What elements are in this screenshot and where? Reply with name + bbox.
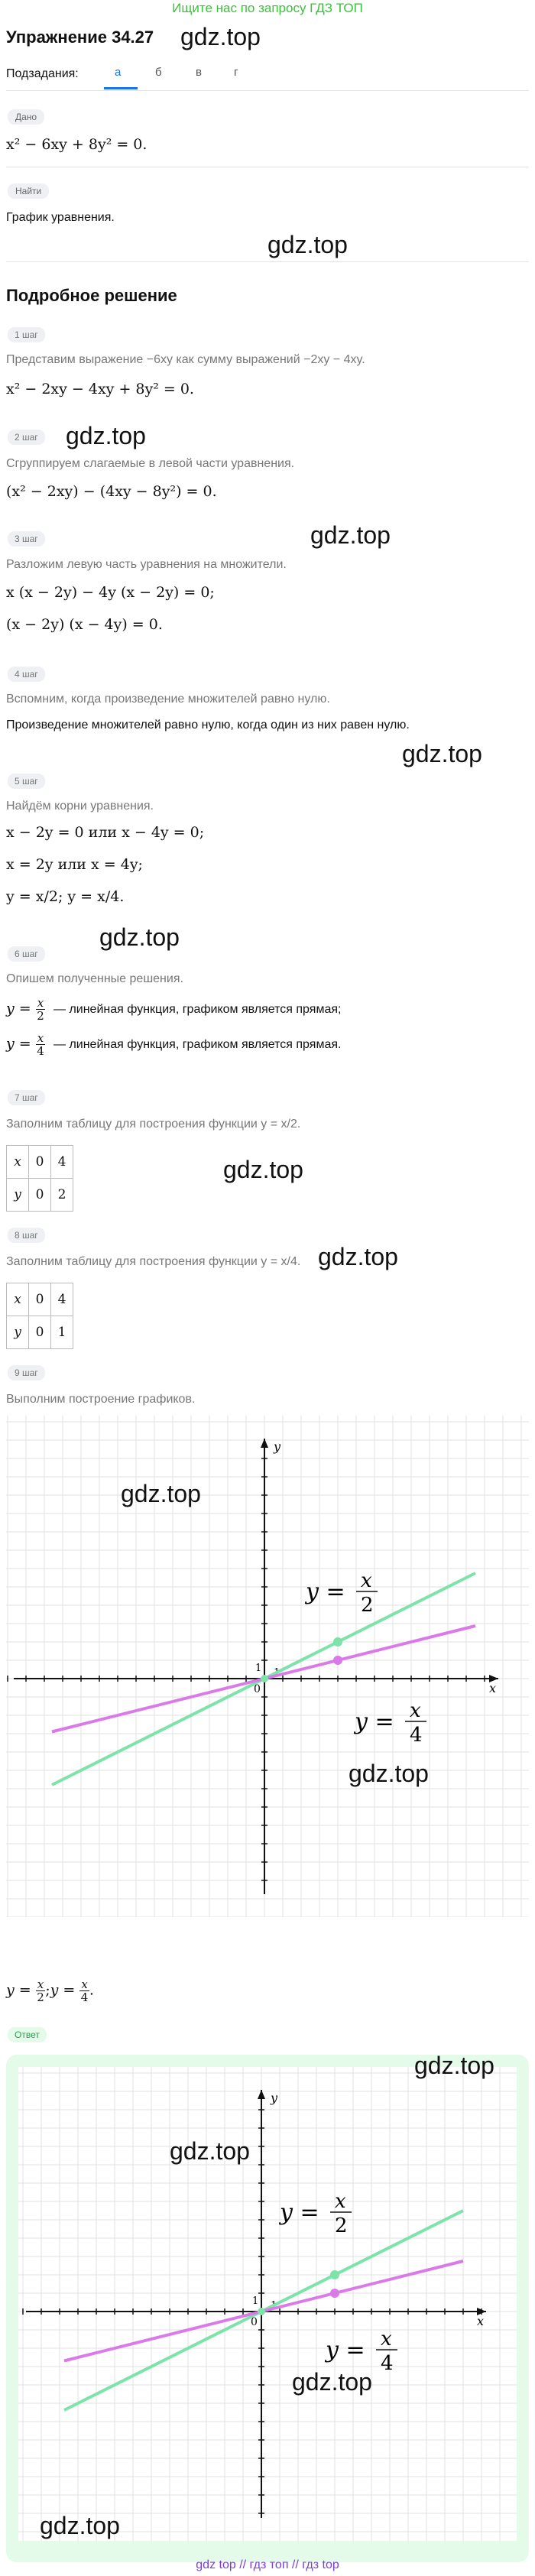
answer-box bbox=[6, 2052, 529, 2562]
step-5-equation-2: x = 2y или x = 4y; bbox=[6, 856, 143, 873]
watermark: gdz.top bbox=[99, 923, 180, 951]
svg-text:4: 4 bbox=[410, 1724, 423, 1747]
tab-b[interactable]: б bbox=[155, 66, 162, 79]
subtasks-label: Подзадания: bbox=[6, 67, 79, 80]
table-cell: 2 bbox=[51, 1179, 73, 1212]
step-3-equation-1: x (x − 2y) − 4y (x − 2y) = 0; bbox=[6, 584, 215, 601]
origin-label: 0 bbox=[251, 2316, 258, 2328]
step-1-equation: x² − 2xy − 4xy + 8y² = 0. bbox=[6, 381, 194, 397]
divider bbox=[6, 261, 529, 262]
point-4-2 bbox=[330, 2270, 339, 2279]
watermark: gdz.top bbox=[223, 1156, 303, 1183]
x-axis-label: x bbox=[489, 1681, 497, 1695]
step-1-label: 1 шаг bbox=[8, 327, 45, 342]
y-axis-label: y bbox=[274, 1439, 281, 1454]
active-tab-indicator bbox=[104, 87, 138, 89]
graph-solution bbox=[6, 1416, 529, 1917]
y-tick-label: 1 bbox=[252, 2295, 259, 2307]
y-tick-label: 1 bbox=[255, 1663, 262, 1674]
origin-label: 0 bbox=[254, 1683, 261, 1695]
step-5-equation-1: x − 2y = 0 или x − 4y = 0; bbox=[6, 824, 205, 841]
step-3-label: 3 шаг bbox=[8, 531, 45, 547]
step-7-text: Заполним таблицу для построения функции y = x/2. bbox=[6, 1118, 301, 1131]
table-cell: x bbox=[7, 1283, 29, 1316]
step-9-label: 9 шаг bbox=[8, 1365, 45, 1380]
watermark: gdz.top bbox=[66, 422, 146, 449]
watermark: gdz.top bbox=[180, 23, 261, 50]
watermark: gdz.top bbox=[310, 521, 391, 549]
tab-g[interactable]: г bbox=[234, 66, 238, 79]
step-1-text: Представим выражение −6xy как сумму выражений −2xy − 4xy. bbox=[6, 353, 365, 366]
svg-text:x: x bbox=[381, 2328, 392, 2351]
step-3-text: Разложим левую часть уравнения на множители. bbox=[6, 558, 287, 571]
table-cell: 0 bbox=[29, 1283, 51, 1316]
value-table-1 bbox=[6, 1145, 73, 1212]
svg-text:y =: y = bbox=[326, 2337, 365, 2363]
step-6-function-2: y = $\frac{x}{4}$ bbox=[6, 1031, 44, 1058]
step-4-text: Вспомним, когда произведение множителей равно нулю. bbox=[6, 693, 330, 706]
point-4-1 bbox=[333, 1656, 342, 1665]
svg-text:y =: y = bbox=[280, 2199, 319, 2226]
watermark: gdz.top bbox=[402, 740, 482, 767]
solution-title: Подробное решение bbox=[6, 286, 177, 305]
watermark: gdz.top bbox=[292, 2368, 372, 2396]
point-4-2 bbox=[333, 1637, 342, 1646]
tab-v[interactable]: в bbox=[196, 66, 202, 79]
divider bbox=[6, 90, 529, 91]
watermark: gdz.top bbox=[414, 2052, 494, 2079]
step-3-equation-2: (x − 2y) (x − 4y) = 0. bbox=[6, 616, 163, 633]
step-8-text: Заполним таблицу для построения функции y = x/4. bbox=[6, 1255, 301, 1268]
step-6-label: 6 шаг bbox=[8, 946, 45, 962]
watermark: gdz.top bbox=[349, 1760, 429, 1787]
answer-graph-area bbox=[18, 2067, 517, 2541]
step-6-desc-2: — линейная функция, графиком является прямая. bbox=[54, 1038, 342, 1051]
svg-text:x: x bbox=[335, 2190, 346, 2213]
table-cell: y bbox=[7, 1179, 29, 1212]
point-4-1 bbox=[330, 2289, 339, 2298]
label-y-x-over-4 bbox=[353, 1699, 426, 1747]
watermark: gdz.top bbox=[318, 1243, 398, 1270]
step-4-label: 4 шаг bbox=[8, 667, 45, 682]
table-cell: 0 bbox=[29, 1316, 51, 1349]
step-5-equation-3: y = x/2; y = x/4. bbox=[6, 888, 125, 905]
svg-text:y =: y = bbox=[306, 1578, 345, 1605]
step-2-equation: (x² − 2xy) − (4xy − 8y²) = 0. bbox=[6, 483, 217, 500]
svg-text:x: x bbox=[361, 1569, 372, 1592]
step-5-text: Найдём корни уравнения. bbox=[6, 800, 154, 813]
step-6-desc-1: — линейная функция, графиком является прямая; bbox=[54, 1003, 342, 1016]
step-6-text: Опишем полученные решения. bbox=[6, 972, 183, 985]
svg-text:2: 2 bbox=[335, 2214, 348, 2237]
step-8-label: 8 шаг bbox=[8, 1228, 45, 1243]
table-cell: 4 bbox=[51, 1146, 73, 1179]
svg-text:2: 2 bbox=[361, 1594, 374, 1617]
step-2-label: 2 шаг bbox=[8, 430, 45, 445]
svg-text:4: 4 bbox=[381, 2352, 394, 2375]
find-text: График уравнения. bbox=[6, 211, 115, 224]
step-2-text: Сгруппируем слагаемые в левой части уравнения. bbox=[6, 457, 295, 470]
exercise-title: Упражнение 34.27 bbox=[6, 28, 154, 47]
table-cell: 0 bbox=[29, 1146, 51, 1179]
table-cell: y bbox=[7, 1316, 29, 1349]
given-equation: x² − 6xy + 8y² = 0. bbox=[6, 136, 148, 153]
step-9-text: Выполним построение графиков. bbox=[6, 1393, 196, 1406]
footer-links[interactable]: gdz top // гдз топ // гдз top bbox=[196, 2558, 339, 2571]
given-label: Дано bbox=[8, 109, 44, 125]
value-table-2 bbox=[6, 1283, 73, 1349]
label-y-x-over-2 bbox=[304, 1569, 378, 1617]
watermark: gdz.top bbox=[121, 1480, 201, 1507]
search-banner[interactable]: Ищите нас по запросу ГДЗ ТОП bbox=[172, 1, 363, 15]
step-4-rule: Произведение множителей равно нулю, когда один из них равен нулю. bbox=[6, 719, 410, 732]
graph-answer bbox=[18, 2067, 517, 2541]
watermark: gdz.top bbox=[170, 2137, 250, 2165]
step-5-label: 5 шаг bbox=[8, 774, 45, 789]
result-equation: y = $\frac{x}{2}$ ;y = $\frac{x}{4}$ . bbox=[6, 1977, 94, 2004]
watermark: gdz.top bbox=[40, 2512, 120, 2539]
table-cell: 4 bbox=[51, 1283, 73, 1316]
step-7-label: 7 шаг bbox=[8, 1090, 45, 1105]
answer-label: Ответ bbox=[8, 2027, 47, 2042]
x-axis-label: x bbox=[477, 2314, 485, 2328]
find-label: Найти bbox=[8, 183, 49, 199]
table-cell: x bbox=[7, 1146, 29, 1179]
svg-text:x: x bbox=[410, 1699, 421, 1722]
svg-text:y =: y = bbox=[355, 1708, 394, 1735]
label-y-x-over-2 bbox=[278, 2190, 352, 2237]
point-origin bbox=[258, 2308, 265, 2315]
watermark: gdz.top bbox=[268, 231, 348, 258]
subtasks-bar bbox=[6, 64, 529, 87]
tab-a[interactable]: а bbox=[115, 66, 122, 79]
table-cell: 0 bbox=[29, 1179, 51, 1212]
point-origin bbox=[261, 1675, 268, 1682]
step-6-function-1: y = $\frac{x}{2}$ bbox=[6, 996, 44, 1023]
table-cell: 1 bbox=[51, 1316, 73, 1349]
y-axis-label: y bbox=[271, 2091, 278, 2105]
